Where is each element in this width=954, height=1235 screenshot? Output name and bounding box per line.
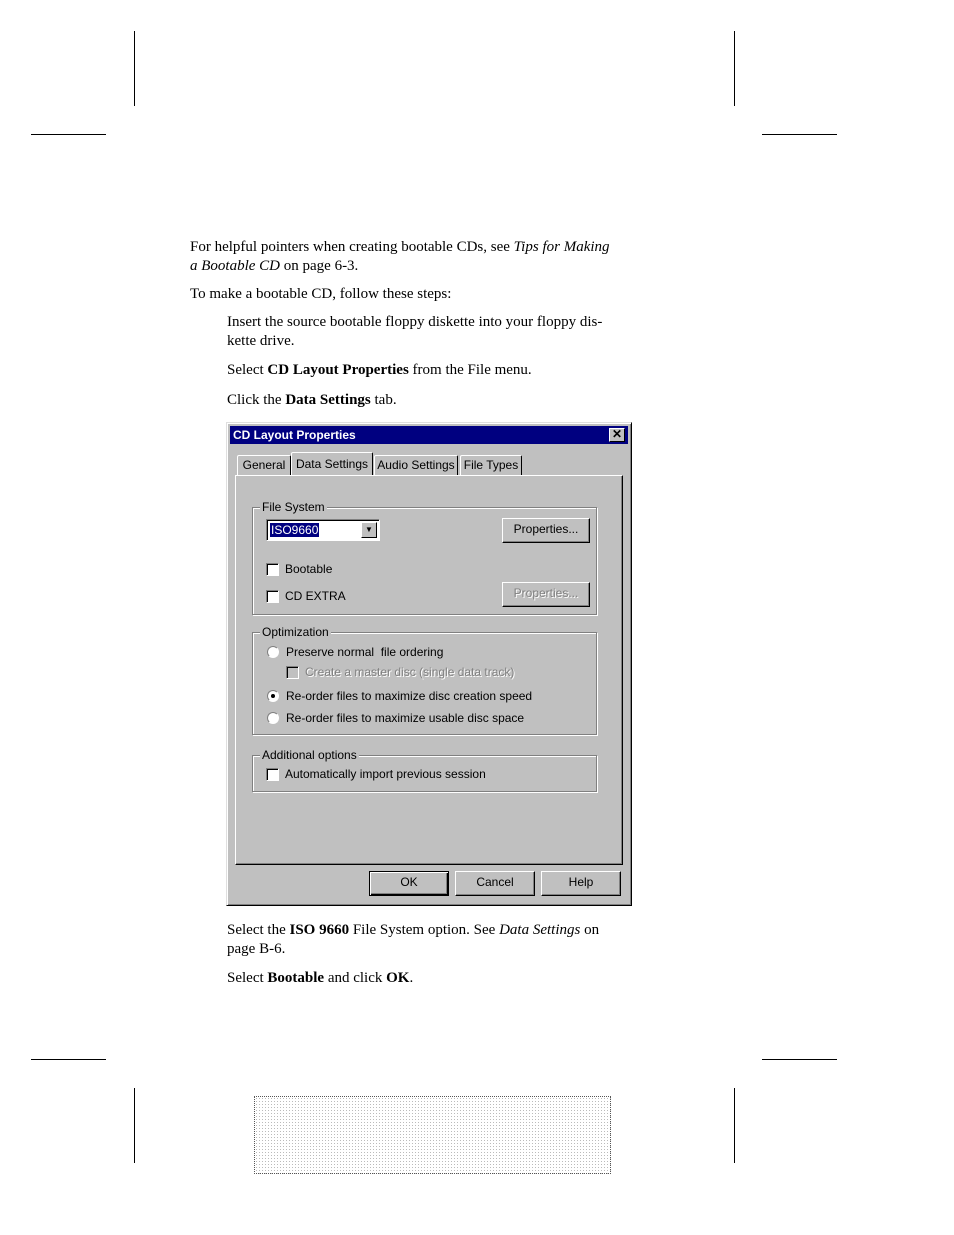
file-system-select[interactable] — [266, 519, 380, 541]
step-3 — [227, 391, 397, 410]
intro-text-end: on page 6-3. — [280, 258, 359, 274]
step-3-bold: Data Settings — [285, 392, 371, 408]
intro-text: For helpful pointers when creating bootable CDs, see — [190, 239, 514, 255]
maximize-speed-radio[interactable] — [267, 690, 279, 702]
step-4-line2: page B-6. — [227, 941, 286, 957]
data-settings-panel — [235, 475, 623, 865]
step-4-bold: ISO 9660 — [289, 922, 350, 938]
step-4-text-end: on — [580, 922, 600, 938]
ok-button[interactable]: OK — [369, 871, 449, 896]
step-2-bold: CD Layout Properties — [267, 362, 409, 378]
chevron-down-icon[interactable]: ▼ — [361, 522, 377, 538]
bootable-checkbox[interactable] — [266, 563, 279, 576]
help-button[interactable]: Help — [541, 871, 621, 896]
maximize-speed-label: Re-order files to maximize disc creation speed — [286, 689, 533, 703]
tips-reference-cont: a Bootable CD — [190, 258, 280, 274]
cd-extra-checkbox[interactable] — [266, 590, 279, 603]
step-3-text-end: tab. — [370, 392, 397, 408]
footer-box — [254, 1096, 611, 1174]
additional-options-group — [252, 748, 597, 792]
step-2-text: Select — [227, 362, 268, 378]
step-5-text-mid: and click — [324, 970, 387, 986]
tab-audio-settings[interactable]: Audio Settings — [374, 455, 458, 475]
crop-mark — [31, 1059, 106, 1060]
bootable-label: Bootable — [285, 562, 333, 576]
crop-mark — [734, 31, 735, 106]
tab-general[interactable]: General — [237, 455, 291, 475]
tab-file-types[interactable]: File Types — [460, 455, 522, 475]
step-5-bold2: OK — [386, 970, 410, 986]
additional-options-label: Additional options — [262, 748, 357, 762]
tab-data-settings[interactable]: Data Settings — [291, 452, 373, 475]
import-session-label: Automatically import previous session — [285, 767, 486, 781]
step-1-line2: kette drive. — [227, 333, 295, 349]
step-1-line1: Insert the source bootable floppy diskette into your floppy dis- — [227, 314, 603, 330]
step-5-text: Select — [227, 970, 268, 986]
step-4-text: Select the — [227, 922, 290, 938]
steps-intro: To make a bootable CD, follow these steps: — [190, 286, 452, 302]
tips-reference: Tips for Making — [513, 239, 610, 255]
preserve-ordering-radio[interactable] — [267, 646, 279, 658]
data-settings-reference: Data Settings — [499, 922, 581, 938]
import-session-checkbox[interactable] — [266, 768, 279, 781]
crop-mark — [134, 1088, 135, 1163]
maximize-space-radio[interactable] — [267, 712, 279, 724]
cd-layout-properties-dialog — [226, 422, 632, 906]
cd-extra-properties-button[interactable]: Properties... — [502, 582, 590, 607]
preserve-ordering-label: Preserve normal file ordering — [286, 645, 444, 659]
optimization-label: Optimization — [262, 625, 329, 639]
step-2 — [227, 361, 532, 380]
optimization-group — [252, 625, 597, 735]
cancel-button[interactable]: Cancel — [455, 871, 535, 896]
step-3-text: Click the — [227, 392, 286, 408]
step-5 — [227, 969, 413, 988]
crop-mark — [762, 1059, 837, 1060]
cd-extra-label: CD EXTRA — [285, 589, 346, 603]
file-system-value: ISO9660 — [271, 523, 319, 537]
step-5-bold: Bootable — [267, 970, 325, 986]
file-system-label: File System — [262, 500, 325, 514]
dialog-title: CD Layout Properties — [233, 428, 356, 442]
crop-mark — [134, 31, 135, 106]
master-disc-checkbox[interactable] — [286, 666, 299, 679]
close-icon[interactable]: ✕ — [609, 428, 625, 442]
file-system-properties-button[interactable]: Properties... — [502, 518, 590, 543]
step-2-text-end: from the File menu. — [408, 362, 532, 378]
dialog-titlebar — [230, 426, 628, 444]
step-5-text-end: . — [409, 970, 414, 986]
crop-mark — [31, 134, 106, 135]
step-4 — [227, 921, 667, 959]
file-system-group — [252, 500, 597, 615]
step-4-text-mid: File System option. See — [349, 922, 500, 938]
maximize-space-label: Re-order files to maximize usable disc space — [286, 711, 525, 725]
intro-paragraph — [190, 238, 670, 276]
master-disc-label: Create a master disc (single data track) — [305, 665, 515, 679]
crop-mark — [734, 1088, 735, 1163]
step-1 — [227, 313, 667, 351]
crop-mark — [762, 134, 837, 135]
